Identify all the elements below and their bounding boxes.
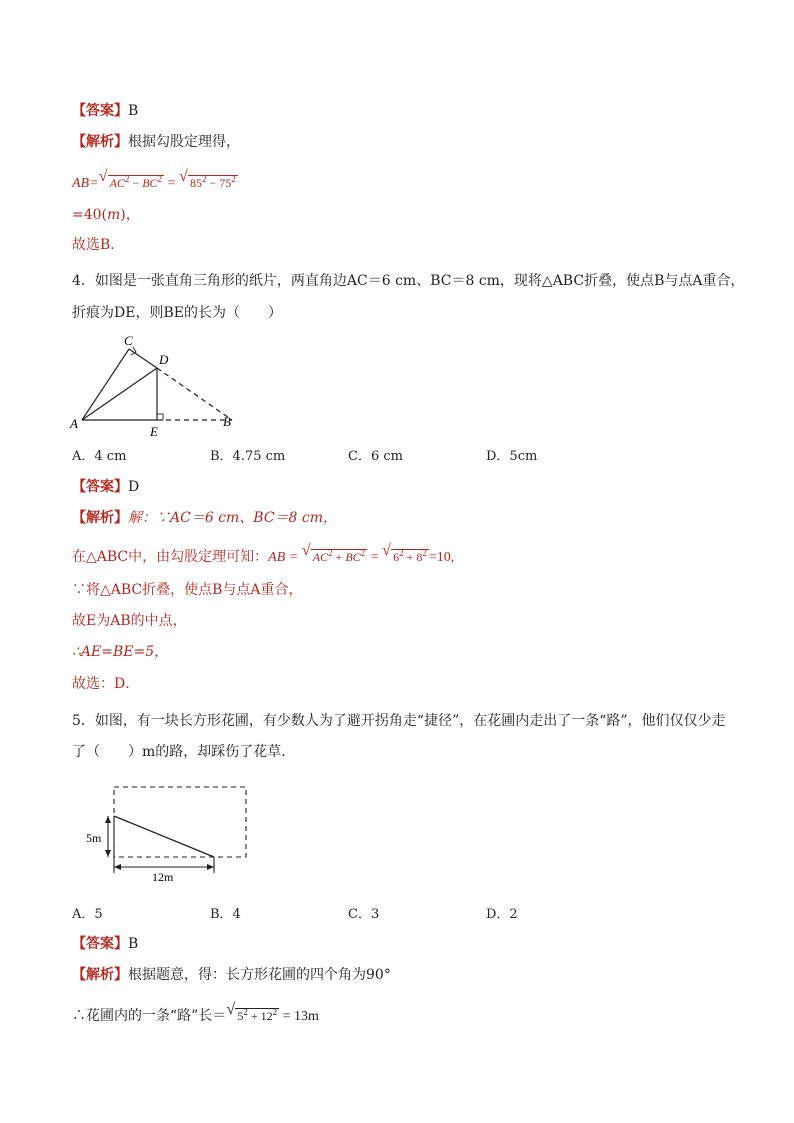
segment-ad bbox=[82, 368, 157, 420]
shortcut-path bbox=[114, 816, 214, 857]
side-cd bbox=[129, 349, 157, 368]
arrowhead-down bbox=[105, 850, 111, 857]
flowerbed-rectangle bbox=[114, 787, 246, 857]
label-c: C bbox=[124, 333, 133, 348]
q4-analysis-line4: 故E为AB的中点， bbox=[72, 613, 187, 629]
q4-option-c[interactable]: C．6 cm bbox=[348, 449, 403, 464]
label-e: E bbox=[150, 424, 158, 439]
q5-option-b[interactable]: B．4 bbox=[210, 907, 241, 922]
sqrt-expression: √ $5^2 + 12^2$ bbox=[226, 1001, 278, 1023]
q4-option-a[interactable]: A．4 cm bbox=[72, 449, 127, 464]
q3-choose: 故选B． bbox=[72, 237, 125, 253]
q4-triangle-figure bbox=[66, 332, 246, 440]
q4-option-b[interactable]: B．4.75 cm bbox=[210, 449, 286, 464]
right-angle-mark-e bbox=[157, 414, 163, 420]
q5-analysis-line1: 【解析】根据题意，得：长方形花圃的四个角为90° bbox=[72, 967, 391, 983]
q5-option-c[interactable]: C．3 bbox=[348, 907, 380, 922]
q4-analysis-line3: ∵将△ABC折叠，使点B与点A重合， bbox=[72, 582, 303, 598]
q4-analysis-line2: 在△ABC中，由勾股定理可知：AB = √ $AC^2 + BC^2$ = √ $6^2 + 8^2 =10$, bbox=[72, 543, 454, 568]
label-a: A bbox=[70, 416, 78, 431]
q4-analysis-line1: 【解析】解：∵AC＝6 cm、BC＝8 cm， bbox=[72, 510, 338, 526]
sqrt-expression: √ $AC^2 + BC^2$ bbox=[301, 542, 366, 564]
arrowhead-left bbox=[114, 864, 121, 870]
q5-stem-line1: 5．如图，有一块长方形花圃，有少数人为了避开拐角走“捷径”，在花圃内走出了一条“路”，他们仅仅少走 bbox=[72, 713, 726, 729]
dashed-db bbox=[157, 368, 232, 420]
q5-option-a[interactable]: A．5 bbox=[72, 907, 103, 922]
arrowhead-right bbox=[207, 864, 214, 870]
q4-choose: 故选：D． bbox=[72, 676, 140, 692]
analysis-text: 根据勾股定理得， bbox=[128, 134, 240, 150]
sqrt-expression: √ $AC^2 - BC^2$ bbox=[98, 168, 163, 190]
analysis-tag: 【解析】 bbox=[72, 134, 128, 150]
q4-stem-line2: 折痕为DE，则BE的长为（ ） bbox=[72, 305, 282, 321]
q3-formula: AB= √ $AC^2 - BC^2$ = √ $85^2 - 75^2$ bbox=[72, 169, 238, 194]
q4-option-d[interactable]: D．5cm bbox=[486, 449, 538, 464]
q4-analysis-line5: ∴AE=BE=5， bbox=[72, 644, 169, 660]
q5-analysis-line2: ∴花圃内的一条“路”长＝ √ $5^2 + 12^2 = 13m$ bbox=[72, 1002, 319, 1027]
q3-result: =40(m)， bbox=[72, 207, 140, 223]
q5-rectangle-figure bbox=[80, 780, 260, 885]
arrowhead-up bbox=[105, 816, 111, 823]
label-5m: 5m bbox=[86, 831, 102, 845]
side-ac bbox=[82, 349, 129, 420]
answer-value: B bbox=[128, 103, 139, 119]
label-12m: 12m bbox=[152, 870, 174, 884]
q5-option-d[interactable]: D．2 bbox=[486, 907, 518, 922]
q4-stem-line1: 4．如图是一张直角三角形的纸片，两直角边AC＝6 cm、BC＝8 cm，现将△ABC折叠，使点B与点A重合， bbox=[72, 273, 745, 289]
sqrt-expression: √ $85^2 - 75^2$ bbox=[178, 168, 236, 190]
label-d: D bbox=[159, 352, 169, 367]
q5-answer-line: 【答案】B bbox=[72, 936, 139, 952]
q5-stem-line2: 了（ ）m的路，却踩伤了花草． bbox=[72, 744, 296, 760]
q3-answer-line bbox=[72, 101, 138, 121]
q3-analysis-line bbox=[72, 132, 240, 152]
label-b: B bbox=[223, 414, 231, 429]
q4-answer-line: 【答案】D bbox=[72, 479, 140, 495]
answer-tag: 【答案】 bbox=[72, 103, 128, 119]
sqrt-expression: √ $6^2 + 8^2$ bbox=[382, 542, 427, 564]
